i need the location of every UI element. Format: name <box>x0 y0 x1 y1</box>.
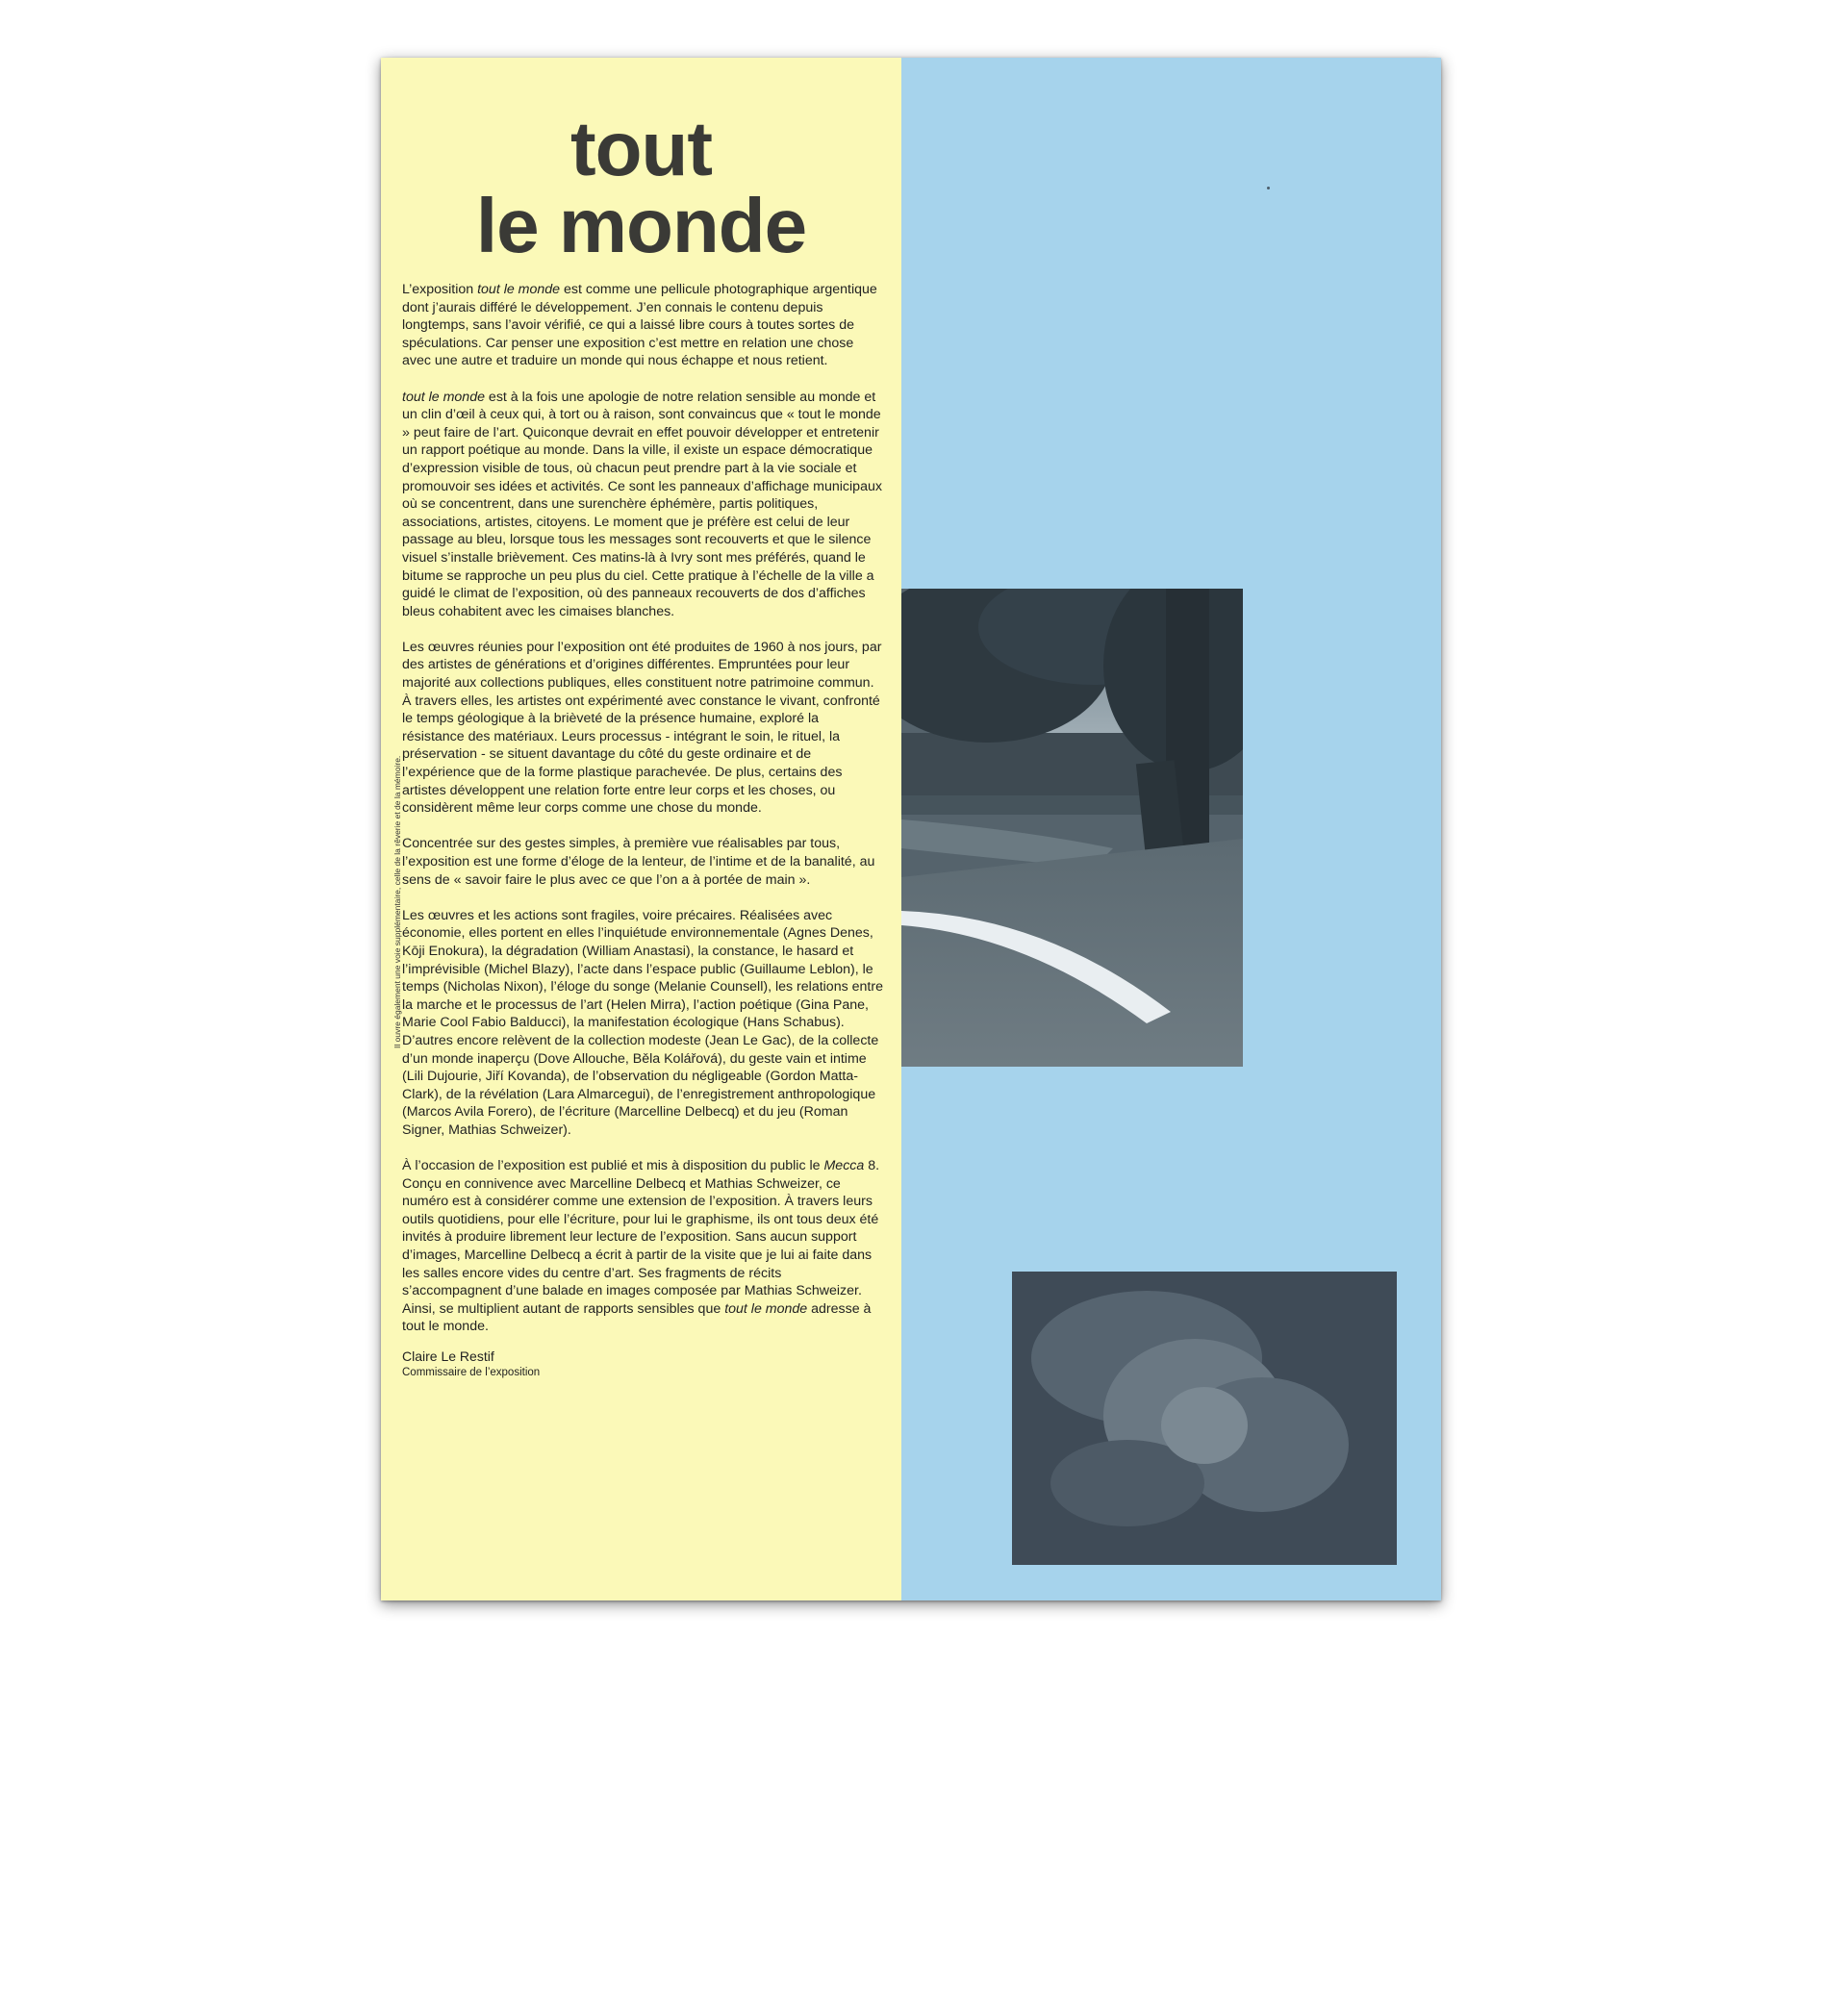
paper-speck <box>1267 187 1270 189</box>
paragraph: tout le monde est à la fois une apologie de notre relation sensible au monde et un clin d’œil à ceux qui, à tort ou à raison, sont convaincus que « tout le monde » peut faire de l’art. Quiconque devrait en effet pouvoir développer et entretenir un rapport poétique au monde. Dans la ville, il existe un espace démocratique d’expression visible de tous, où chacun peut prendre part à la vie sociale et promouvoir ses idées et activités. Ce sont les panneaux d’affichage municipaux où se concentrent, dans une surenchère éphémère, partis politiques, associations, artistes, citoyens. Le moment que je préfère est celui de leur passage au bleu, lorsque tous les messages sont recouverts et que le silence visuel s’installe brièvement. Ces matins-là à Ivry sont mes préférés, quand le bitume se rapproche un peu plus du ciel. Cette pratique à l’échelle de la ville a guidé le climat de l’exposition, où des panneaux recouverts de dos d’affiches bleus cohabitent avec les cimaises blanches. <box>402 389 882 619</box>
signature-name: Claire Le Restif <box>402 1348 494 1365</box>
text-panel <box>381 58 901 1600</box>
poster-sheet <box>381 58 1441 1600</box>
title-line-1: tout <box>569 106 712 191</box>
body-text <box>402 281 883 1380</box>
hands-photo-image <box>1012 1272 1397 1565</box>
italic-title: tout le monde <box>402 389 485 405</box>
paragraph: À l’occasion de l’exposition est publié et mis à disposition du public le Mecca 8. Conçu en connivence avec Marcelline Delbecq et Mathias Schweizer, ce numéro est à considérer comme une extension de l’exposition. À travers leurs outils quotidiens, pour elle l’écriture, pour lui le graphisme, ils ont tous deux été invités à produire librement leur lecture de l’exposition. Sans aucun support d’images, Marcelline Delbecq a écrit à partir de la visite que je lui ai faite dans les salles encore vides du centre d’art. Ses fragments de récits s’accompagnent d’une balade en images composée par Mathias Schweizer. Ainsi, se multiplient autant de rapports sensibles que tout le monde adresse à tout le monde. <box>402 1158 880 1335</box>
paragraph: L’exposition tout le monde est comme une pellicule photographique argentique dont j’aurais différé le développement. J’en connais le contenu depuis longtemps, sans l’avoir vérifié, ce qui a laissé libre cours à toutes sortes de spéculations. Car penser une exposition c’est mettre en relation une chose avec une autre et traduire un monde qui nous échappe et nous retient. <box>402 282 877 369</box>
signature-role: Commissaire de l’exposition <box>402 1367 541 1379</box>
hands-photo <box>1012 1272 1397 1565</box>
road-photo <box>901 589 1243 1067</box>
paragraph: Concentrée sur des gestes simples, à première vue réalisables par tous, l’exposition est une forme d’éloge de la lenteur, de l’intime et de la banalité, au sens de « savoir faire le plus avec ce que l’on a à portée de main ». <box>402 836 875 888</box>
title-line-2: le monde <box>475 183 807 268</box>
paragraph: Les œuvres et les actions sont fragiles, voire précaires. Réalisées avec économie, elles portent en elles l’inquiétude environnementale (Agnes Denes, Kōji Enokura), la dégradation (William Anastasi), la constance, le hasard et l’imprévisible (Michel Blazy), l’acte dans l’espace public (Guillaume Leblon), le temps (Nicholas Nixon), l’éloge du songe (Melanie Counsell), les relations entre la marche et le processus de l’art (Helen Mirra), l’action poétique (Gina Pane, Marie Cool Fabio Balducci), la manifestation écologique (Hans Schabus). D’autres encore relèvent de la collection modeste (Jean Le Gac), de la collecte d’un monde inaperçu (Dove Allouche, Běla Kolářová), du geste vain et intime (Lili Dujourie, Jiří Kovanda), de l’observation du négligeable (Gordon Matta-Clark), de la révélation (Lara Almarcegui), de l’enregistrement anthropologique (Marcos Avila Forero), de l’écriture (Marcelline Delbecq) et du jeu (Roman Signer, Mathias Schweizer). <box>402 907 883 1138</box>
italic-title: tout le monde <box>724 1300 808 1317</box>
side-note: Il ouvre également une voie supplémentaire, celle de la rêverie et de la mémoire. <box>392 755 402 1048</box>
italic-title: Mecca <box>823 1158 865 1174</box>
paragraph: Les œuvres réunies pour l’exposition ont été produites de 1960 à nos jours, par des artistes de générations et d’origines différentes. Empruntées pour leur majorité aux collections publiques, elles constituent notre patrimoine commun. À travers elles, les artistes ont expérimenté avec constance le vivant, confronté le temps géologique à la brièveté de la présence humaine, exploré la résistance des matériaux. Leurs processus - intégrant le soin, le rituel, la préservation - se situent davantage du côté du geste ordinaire et de l’expérience que de la forme plastique parachevée. De plus, certains des artistes développent une relation forte entre leur corps et les choses, ou considèrent même leur corps comme une chose du monde. <box>402 639 882 817</box>
italic-title: tout le monde <box>477 282 561 297</box>
road-photo-image <box>901 589 1243 1067</box>
